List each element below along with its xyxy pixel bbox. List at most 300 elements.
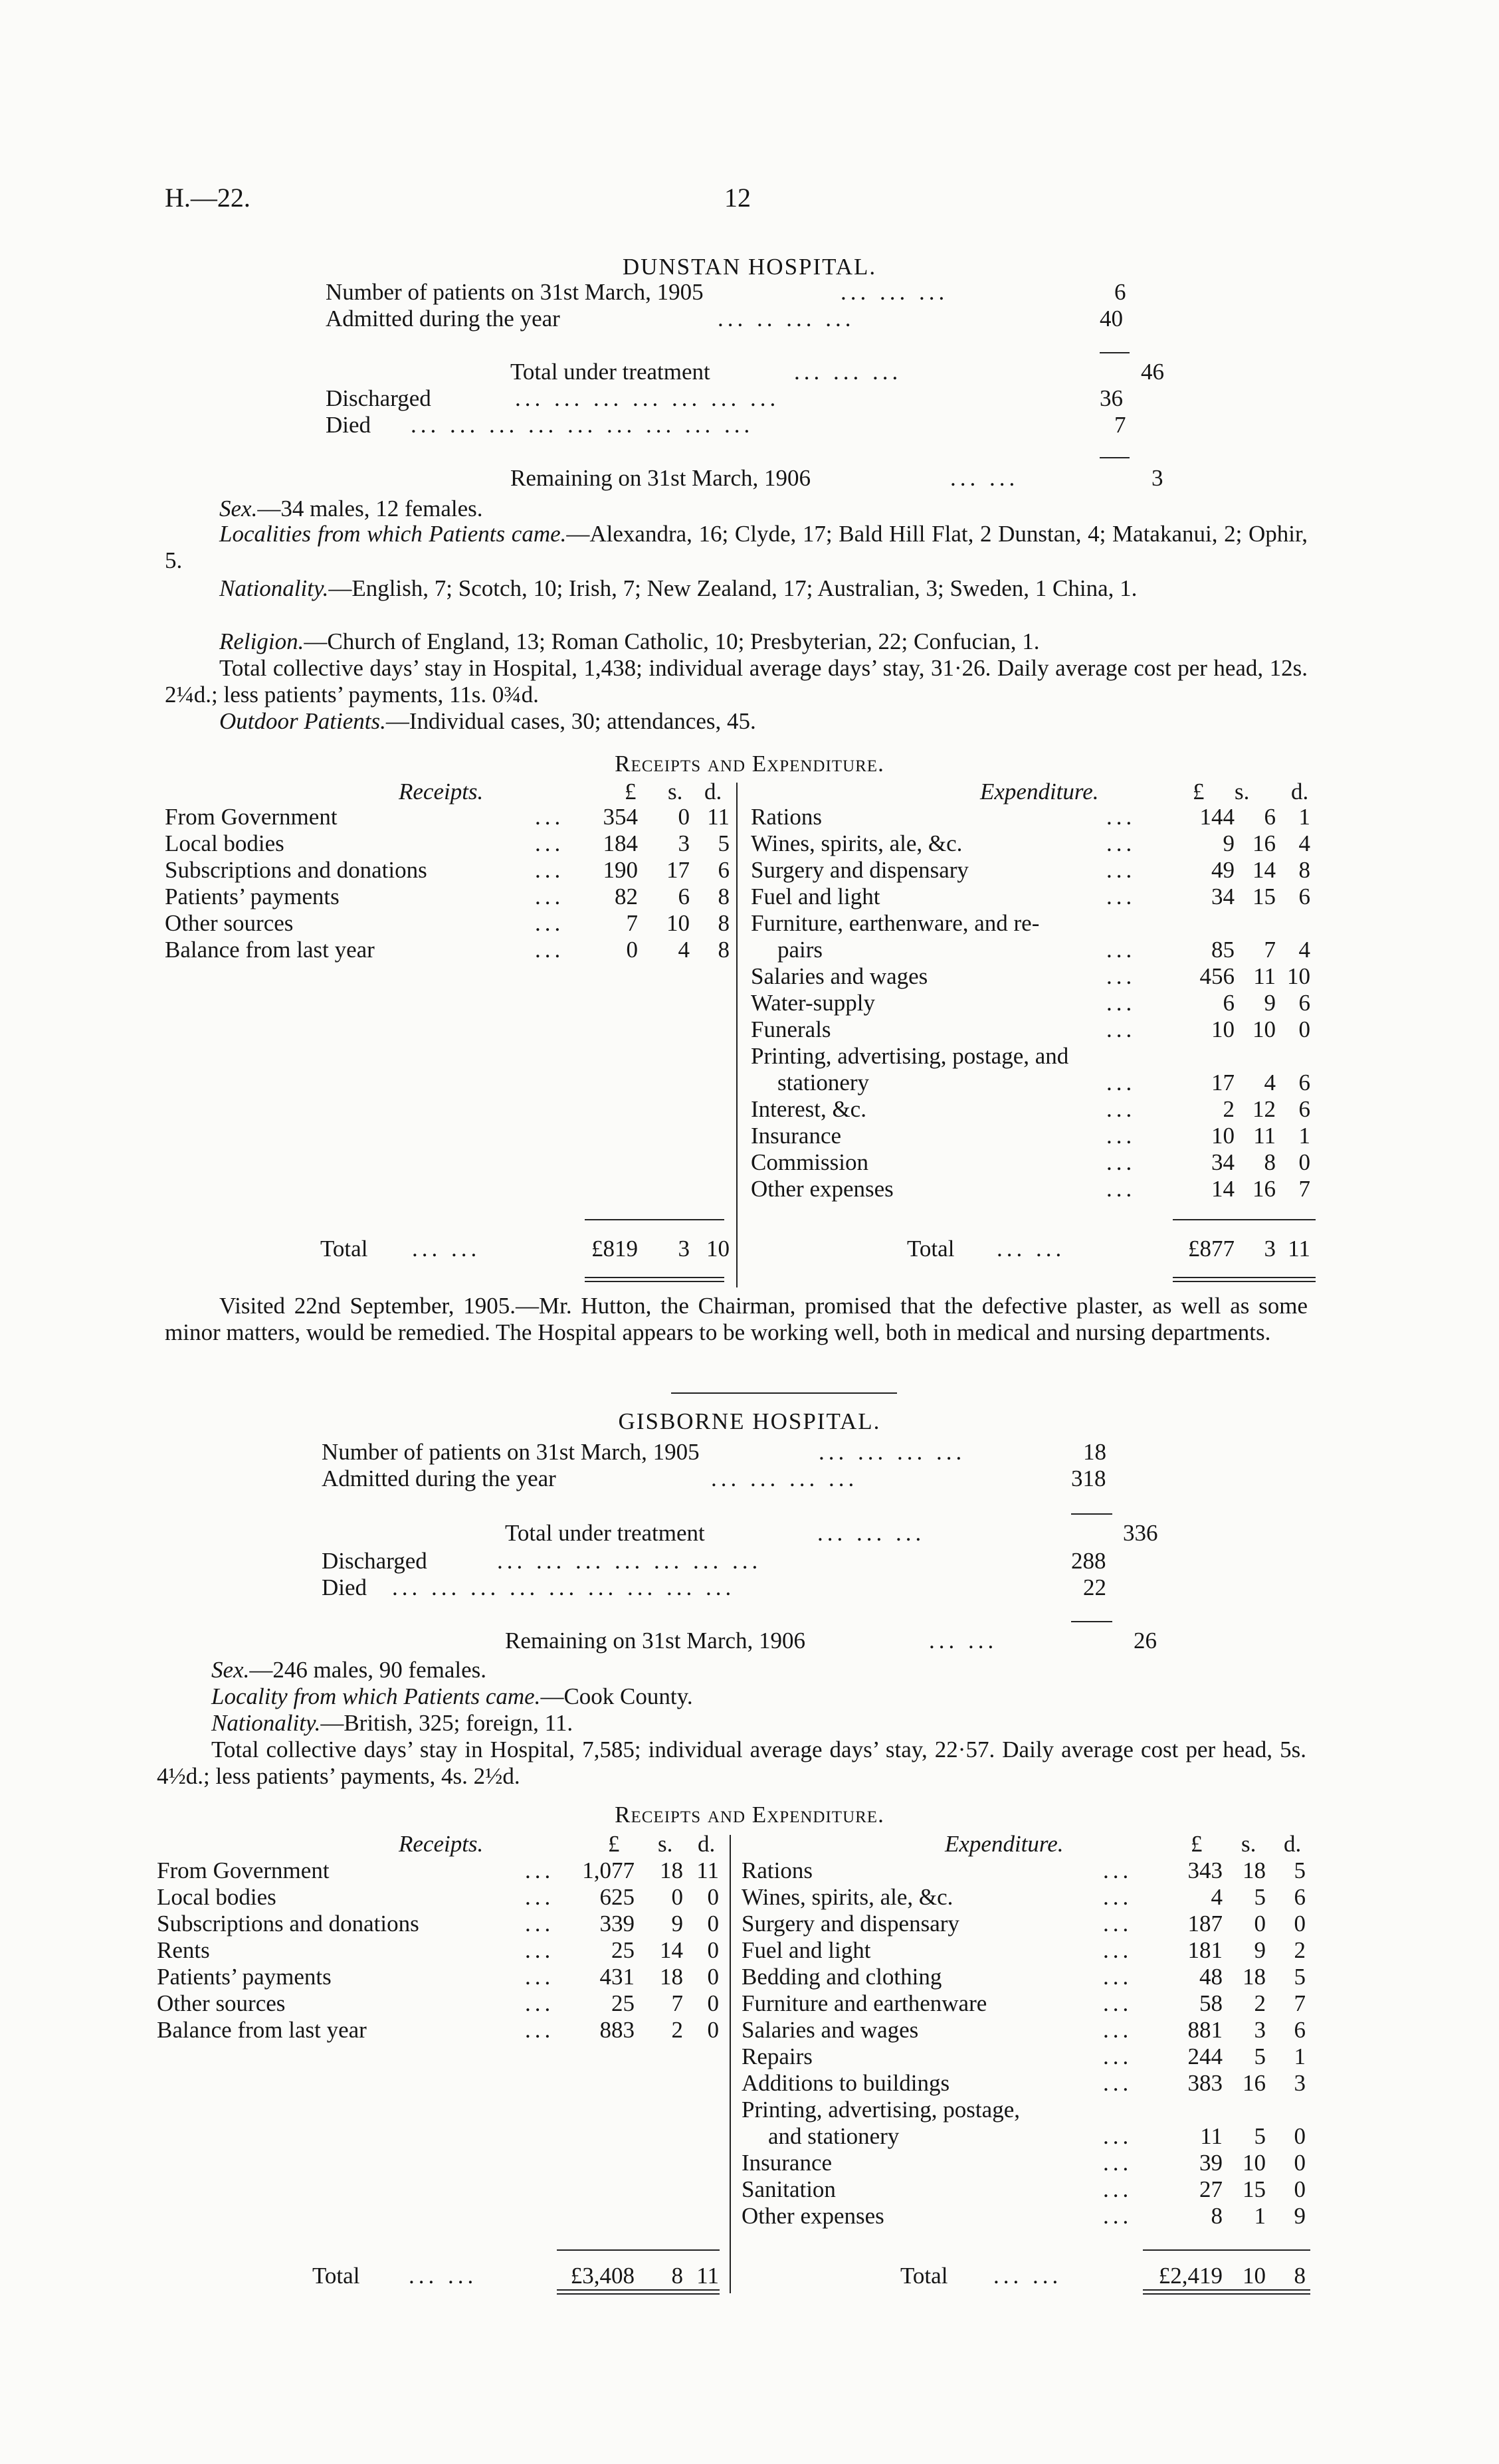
leader-dots: ... — [1106, 830, 1136, 856]
gisborne-locality: Locality from which Patients came.—Cook County. — [211, 1683, 693, 1709]
leader-dots: ... ... ... ... — [819, 1439, 966, 1465]
receipt-label: Balance from last year — [157, 2017, 367, 2043]
expenditure-shillings: 18 — [1243, 1857, 1266, 1883]
receipt-label: Subscriptions and donations — [165, 857, 427, 883]
expenditure-shillings: 16 — [1252, 1176, 1276, 1202]
gisborne-total-under-treatment: 336 — [1123, 1520, 1158, 1546]
expenditure-label: Funerals — [751, 1016, 831, 1042]
column-divider — [736, 783, 738, 1287]
currency-head-shillings: s. — [1235, 779, 1250, 805]
expenditure-label: Furniture, earthenware, and re- — [751, 910, 1040, 936]
expenditure-pence: 4 — [1298, 830, 1310, 856]
receipts-total-pounds: £819 — [591, 1236, 638, 1262]
expenditure-label: Other expenses — [751, 1176, 894, 1202]
expenditure-label: Repairs — [742, 2043, 813, 2069]
expenditure-shillings: 18 — [1243, 1964, 1266, 1990]
expenditure-pounds: 10 — [1211, 1123, 1235, 1149]
leader-dots: ... — [1103, 1964, 1133, 1990]
receipts-heading: Receipts. — [399, 779, 484, 805]
expenditure-pounds: 456 — [1199, 963, 1235, 989]
leader-dots: ... ... — [950, 465, 1019, 491]
expenditure-pence: 0 — [1294, 1911, 1306, 1937]
column-divider — [730, 1835, 731, 2293]
expenditure-shillings: 0 — [1254, 1911, 1266, 1937]
expenditure-shillings: 14 — [1252, 857, 1276, 883]
gisborne-stat-admitted: 318 — [1071, 1466, 1106, 1491]
section-separator — [671, 1392, 897, 1394]
expenditure-shillings: 9 — [1254, 1937, 1266, 1963]
receipt-shillings: 18 — [660, 1857, 683, 1883]
gisborne-died-label: Died — [322, 1574, 367, 1600]
total-double-rule — [1173, 1281, 1316, 1282]
receipt-pence: 0 — [707, 1964, 719, 1990]
gisborne-stat-label-admitted: Admitted during the year — [322, 1466, 556, 1491]
expenditure-label: Printing, advertising, postage, and — [751, 1043, 1069, 1069]
leader-dots: ... — [1103, 2123, 1133, 2149]
receipt-pounds: 339 — [599, 1911, 635, 1937]
expenditure-pence: 6 — [1298, 884, 1310, 909]
receipt-label: Local bodies — [157, 1884, 276, 1910]
expenditure-label: Rations — [742, 1857, 813, 1883]
expenditure-shillings: 8 — [1264, 1149, 1276, 1175]
dunstan-total-under-treatment: 46 — [1141, 359, 1164, 385]
leader-dots: ... ... ... ... — [711, 1466, 858, 1491]
expenditure-shillings: 2 — [1254, 1990, 1266, 2016]
expenditure-shillings: 1 — [1254, 2203, 1266, 2229]
receipt-shillings: 0 — [678, 804, 690, 830]
receipts-total-shillings: 3 — [678, 1236, 690, 1262]
leader-dots: ... — [1106, 1123, 1136, 1149]
sum-rule — [1071, 1621, 1112, 1622]
receipts-total-label: Total — [312, 2263, 360, 2289]
sum-rule — [1071, 1513, 1112, 1515]
expenditure-pounds: 6 — [1223, 990, 1235, 1016]
dunstan-title: DUNSTAN HOSPITAL. — [622, 254, 877, 280]
expenditure-label: Printing, advertising, postage, — [742, 2097, 1020, 2123]
expenditure-total-pounds: £2,419 — [1158, 2263, 1223, 2289]
expenditure-pence: 7 — [1294, 1990, 1306, 2016]
receipts-total-pence: 10 — [706, 1236, 730, 1262]
expenditure-pence: 1 — [1294, 2043, 1306, 2069]
expenditure-heading: Expenditure. — [945, 1831, 1064, 1857]
receipt-pounds: 184 — [603, 830, 638, 856]
expenditure-label: Bedding and clothing — [742, 1964, 942, 1990]
expenditure-shillings: 16 — [1252, 830, 1276, 856]
expenditure-label-continued: pairs — [777, 937, 823, 963]
gisborne-stat-31-march: 18 — [1083, 1439, 1106, 1465]
receipt-pounds: 883 — [599, 2017, 635, 2043]
dunstan-discharged: 36 — [1100, 385, 1123, 411]
currency-head-pounds: £ — [608, 1831, 620, 1857]
expenditure-pence: 9 — [1294, 2203, 1306, 2229]
expenditure-pounds: 2 — [1223, 1096, 1235, 1122]
expenditure-shillings: 5 — [1254, 1884, 1266, 1910]
leader-dots: ... — [525, 1964, 555, 1990]
total-rule — [585, 1219, 724, 1220]
expenditure-pence: 7 — [1298, 1176, 1310, 1202]
currency-head-shillings: s. — [658, 1831, 673, 1857]
expenditure-shillings: 15 — [1243, 2176, 1266, 2202]
expenditure-label: Wines, spirits, ale, &c. — [751, 830, 963, 856]
leader-dots: ... — [1106, 884, 1136, 909]
expenditure-shillings: 6 — [1264, 804, 1276, 830]
receipt-pounds: 625 — [599, 1884, 635, 1910]
expenditure-pence: 1 — [1298, 804, 1310, 830]
expenditure-label: Surgery and dispensary — [751, 857, 969, 883]
total-double-rule — [1143, 2289, 1310, 2291]
expenditure-label: Salaries and wages — [751, 963, 928, 989]
receipt-pounds: 431 — [599, 1964, 635, 1990]
leader-dots: ... — [525, 2017, 555, 2043]
receipt-shillings: 18 — [660, 1964, 683, 1990]
expenditure-shillings: 9 — [1264, 990, 1276, 1016]
currency-head-pounds: £ — [625, 779, 637, 805]
expenditure-label-continued: stationery — [777, 1070, 870, 1095]
expenditure-pounds: 49 — [1211, 857, 1235, 883]
expenditure-label: Fuel and light — [742, 1937, 871, 1963]
expenditure-pence: 6 — [1294, 2017, 1306, 2043]
expenditure-pence: 5 — [1294, 1857, 1306, 1883]
receipt-shillings: 9 — [671, 1911, 683, 1937]
receipt-label: Rents — [157, 1937, 210, 1963]
receipt-pounds: 25 — [611, 1990, 635, 2016]
expenditure-pence: 3 — [1294, 2070, 1306, 2096]
leader-dots: ... — [1106, 1096, 1136, 1122]
expenditure-pence: 0 — [1294, 2176, 1306, 2202]
expenditure-pounds: 39 — [1199, 2150, 1223, 2176]
expenditure-shillings: 11 — [1253, 1123, 1276, 1149]
dunstan-stat-label-admitted: Admitted during the year — [326, 306, 560, 332]
leader-dots: ... — [525, 1884, 555, 1910]
report-reference: H.—22. — [165, 183, 250, 213]
receipt-label: Balance from last year — [165, 937, 375, 963]
leader-dots: ... — [1103, 2070, 1133, 2096]
leader-dots: ... ... ... ... ... ... ... — [497, 1548, 762, 1574]
leader-dots: ... — [1103, 1990, 1133, 2016]
leader-dots: ... — [1103, 1857, 1133, 1883]
leader-dots: ... — [1103, 2150, 1133, 2176]
dunstan-died: 7 — [1114, 412, 1126, 438]
expenditure-pounds: 4 — [1211, 1884, 1223, 1910]
gisborne-title: GISBORNE HOSPITAL. — [618, 1408, 881, 1434]
dunstan-sex: Sex.—34 males, 12 females. — [219, 496, 483, 521]
expenditure-label: Fuel and light — [751, 884, 880, 909]
expenditure-shillings: 3 — [1254, 2017, 1266, 2043]
receipt-label: Subscriptions and donations — [157, 1911, 419, 1937]
receipt-shillings: 0 — [671, 1884, 683, 1910]
total-rule — [557, 2249, 720, 2251]
expenditure-pounds: 10 — [1211, 1016, 1235, 1042]
expenditure-label-continued: and stationery — [768, 2123, 900, 2149]
expenditure-shillings: 11 — [1253, 963, 1276, 989]
gisborne-stat-label-31-march: Number of patients on 31st March, 1905 — [322, 1439, 700, 1465]
expenditure-label: Interest, &c. — [751, 1096, 866, 1122]
leader-dots: ... — [525, 1911, 555, 1937]
page-number: 12 — [724, 183, 751, 213]
leader-dots: ... — [535, 937, 565, 963]
expenditure-heading: Expenditure. — [980, 779, 1099, 805]
expenditure-label: Wines, spirits, ale, &c. — [742, 1884, 953, 1910]
dunstan-remaining: 3 — [1151, 465, 1163, 491]
gisborne-sex: Sex.—246 males, 90 females. — [211, 1657, 487, 1683]
gisborne-died: 22 — [1083, 1574, 1106, 1600]
total-double-rule — [557, 2293, 720, 2295]
gisborne-remaining: 26 — [1134, 1628, 1157, 1654]
expenditure-pounds: 34 — [1211, 1149, 1235, 1175]
expenditure-label: Surgery and dispensary — [742, 1911, 959, 1937]
expenditure-label: Insurance — [742, 2150, 833, 2176]
receipt-pence: 8 — [718, 910, 730, 936]
expenditure-pounds: 9 — [1223, 830, 1235, 856]
leader-dots: ... ... ... — [841, 279, 949, 305]
receipt-pence: 0 — [707, 2017, 719, 2043]
total-rule — [1173, 1219, 1316, 1220]
leader-dots: ... ... — [993, 2263, 1062, 2289]
expenditure-label: Insurance — [751, 1123, 842, 1149]
receipt-pence: 8 — [718, 937, 730, 963]
receipt-shillings: 2 — [671, 2017, 683, 2043]
leader-dots: ... ... ... ... ... ... ... ... ... — [392, 1574, 736, 1600]
leader-dots: ... — [535, 830, 565, 856]
receipt-pence: 11 — [696, 1857, 719, 1883]
leader-dots: ... .. ... ... — [718, 306, 855, 332]
receipt-pence: 6 — [718, 857, 730, 883]
leader-dots: ... — [1103, 1884, 1133, 1910]
receipt-label: From Government — [157, 1857, 330, 1883]
leader-dots: ... ... — [409, 2263, 478, 2289]
expenditure-pence: 6 — [1294, 1884, 1306, 1910]
dunstan-accounts-heading: Receipts and Expenditure. — [615, 751, 884, 777]
receipt-pence: 8 — [718, 884, 730, 909]
receipt-pence: 0 — [707, 1911, 719, 1937]
leader-dots: ... — [535, 910, 565, 936]
receipt-pounds: 190 — [603, 857, 638, 883]
leader-dots: ... — [535, 857, 565, 883]
expenditure-label: Commission — [751, 1149, 868, 1175]
receipt-pounds: 82 — [615, 884, 638, 909]
expenditure-pence: 6 — [1298, 1096, 1310, 1122]
dunstan-stat-admitted: 40 — [1100, 306, 1123, 332]
expenditure-pounds: 187 — [1187, 1911, 1223, 1937]
gisborne-remaining-label: Remaining on 31st March, 1906 — [505, 1628, 806, 1654]
leader-dots: ... ... ... ... ... ... ... ... ... — [411, 412, 754, 438]
receipts-total-pence: 11 — [696, 2263, 719, 2289]
currency-head-pounds: £ — [1193, 779, 1205, 805]
expenditure-pence: 8 — [1298, 857, 1310, 883]
leader-dots: ... ... ... — [794, 359, 902, 385]
expenditure-shillings: 16 — [1243, 2070, 1266, 2096]
expenditure-pence: 0 — [1298, 1016, 1310, 1042]
dunstan-discharged-label: Discharged — [326, 385, 431, 411]
dunstan-localities: Localities from which Patients came.—Alexandra, 16; Clyde, 17; Bald Hill Flat, 2 Dunstan, 4; Matakanui, 2; Ophir, 5. — [165, 521, 1308, 573]
sum-rule — [1100, 457, 1130, 458]
dunstan-died-label: Died — [326, 412, 371, 438]
receipts-total-shillings: 8 — [671, 2263, 683, 2289]
expenditure-shillings: 10 — [1252, 1016, 1276, 1042]
expenditure-pounds: 343 — [1187, 1857, 1223, 1883]
currency-head-shillings: s. — [1241, 1831, 1256, 1857]
expenditure-pounds: 48 — [1199, 1964, 1223, 1990]
expenditure-pence: 0 — [1298, 1149, 1310, 1175]
leader-dots: ... — [525, 1990, 555, 2016]
expenditure-total-shillings: 3 — [1264, 1236, 1276, 1262]
receipt-pence: 0 — [707, 1884, 719, 1910]
leader-dots: ... — [1103, 2017, 1133, 2043]
dunstan-visit-note: Visited 22nd September, 1905.—Mr. Hutton, the Chairman, promised that the defective plaster, as well as some minor matters, would be remedied. The Hospital appears to be working well, both in medical and nursing departments. — [165, 1293, 1308, 1345]
receipt-pounds: 25 — [611, 1937, 635, 1963]
receipt-label: Local bodies — [165, 830, 284, 856]
expenditure-pence: 1 — [1298, 1123, 1310, 1149]
sum-rule — [1100, 352, 1130, 353]
leader-dots: ... — [1106, 1016, 1136, 1042]
leader-dots: ... — [1106, 937, 1136, 963]
leader-dots: ... — [1103, 2043, 1133, 2069]
leader-dots: ... ... ... — [817, 1520, 926, 1546]
expenditure-label: Water-supply — [751, 990, 875, 1016]
expenditure-pounds: 8 — [1211, 2203, 1223, 2229]
expenditure-shillings: 15 — [1252, 884, 1276, 909]
total-double-rule — [585, 1281, 724, 1282]
receipt-label: Other sources — [157, 1990, 286, 2016]
receipt-shillings: 17 — [666, 857, 690, 883]
expenditure-pounds: 244 — [1187, 2043, 1223, 2069]
leader-dots: ... — [525, 1857, 555, 1883]
receipt-label: Patients’ payments — [165, 884, 340, 909]
receipt-shillings: 10 — [666, 910, 690, 936]
dunstan-religion: Religion.—Church of England, 13; Roman Catholic, 10; Presbyterian, 22; Confucian, 1. — [219, 628, 1040, 654]
leader-dots: ... — [1106, 804, 1136, 830]
gisborne-total-under-treatment-label: Total under treatment — [505, 1520, 705, 1546]
gisborne-discharged-label: Discharged — [322, 1548, 427, 1574]
dunstan-outdoor: Outdoor Patients.—Individual cases, 30; attendances, 45. — [219, 708, 756, 734]
gisborne-stay: Total collective days’ stay in Hospital, 7,585; individual average days’ stay, 22·57. Daily average cost per head, 5s. 4½d.; less patients’ payments, 4s. 2½d. — [157, 1737, 1306, 1789]
expenditure-pounds: 181 — [1187, 1937, 1223, 1963]
expenditure-pounds: 58 — [1199, 1990, 1223, 2016]
dunstan-nationality: Nationality.—English, 7; Scotch, 10; Irish, 7; New Zealand, 17; Australian, 3; Sweden, 1 China, 1. — [219, 575, 1138, 601]
receipts-total-pounds: £3,408 — [570, 2263, 635, 2289]
leader-dots: ... ... — [412, 1236, 481, 1262]
expenditure-shillings: 5 — [1254, 2123, 1266, 2149]
expenditure-pence: 0 — [1294, 2123, 1306, 2149]
expenditure-shillings: 7 — [1264, 937, 1276, 963]
gisborne-nationality: Nationality.—British, 325; foreign, 11. — [211, 1710, 573, 1736]
leader-dots: ... ... ... ... ... ... ... — [515, 385, 780, 411]
receipts-heading: Receipts. — [399, 1831, 484, 1857]
currency-head-pence: d. — [1284, 1831, 1302, 1857]
currency-head-shillings: s. — [668, 779, 683, 805]
receipt-shillings: 7 — [671, 1990, 683, 2016]
leader-dots: ... — [1103, 1911, 1133, 1937]
expenditure-shillings: 12 — [1252, 1096, 1276, 1122]
receipt-pence: 11 — [707, 804, 730, 830]
gisborne-discharged: 288 — [1071, 1548, 1106, 1574]
leader-dots: ... — [1103, 2203, 1133, 2229]
total-double-rule — [1173, 1277, 1316, 1278]
expenditure-pounds: 11 — [1200, 2123, 1223, 2149]
expenditure-pence: 4 — [1298, 937, 1310, 963]
receipt-pence: 5 — [718, 830, 730, 856]
gisborne-accounts-heading: Receipts and Expenditure. — [615, 1802, 884, 1828]
receipt-shillings: 3 — [678, 830, 690, 856]
expenditure-total-pence: 11 — [1288, 1236, 1310, 1262]
receipt-pounds: 0 — [626, 937, 638, 963]
receipt-pence: 0 — [707, 1990, 719, 2016]
receipt-pounds: 7 — [626, 910, 638, 936]
receipt-pence: 0 — [707, 1937, 719, 1963]
expenditure-pounds: 85 — [1211, 937, 1235, 963]
leader-dots: ... — [535, 804, 565, 830]
dunstan-stay: Total collective days’ stay in Hospital, 1,438; individual average days’ stay, 31·26. Daily average cost per head, 12s. 2¼d.; less patients’ payments, 11s. 0¾d. — [165, 655, 1308, 708]
leader-dots: ... — [1106, 1176, 1136, 1202]
receipt-shillings: 14 — [660, 1937, 683, 1963]
expenditure-total-label: Total — [907, 1236, 955, 1262]
dunstan-total-under-treatment-label: Total under treatment — [510, 359, 710, 385]
expenditure-shillings: 10 — [1243, 2150, 1266, 2176]
expenditure-total-pounds: £877 — [1188, 1236, 1235, 1262]
leader-dots: ... — [525, 1937, 555, 1963]
expenditure-pence: 10 — [1287, 963, 1310, 989]
receipt-shillings: 6 — [678, 884, 690, 909]
expenditure-pence: 0 — [1294, 2150, 1306, 2176]
expenditure-label: Sanitation — [742, 2176, 836, 2202]
leader-dots: ... — [1106, 857, 1136, 883]
receipt-label: From Government — [165, 804, 338, 830]
expenditure-pounds: 34 — [1211, 884, 1235, 909]
expenditure-pounds: 14 — [1211, 1176, 1235, 1202]
receipt-label: Other sources — [165, 910, 294, 936]
leader-dots: ... — [1103, 1937, 1133, 1963]
dunstan-remaining-label: Remaining on 31st March, 1906 — [510, 465, 811, 491]
total-rule — [1143, 2249, 1310, 2251]
expenditure-pounds: 144 — [1199, 804, 1235, 830]
currency-head-pence: d. — [1291, 779, 1309, 805]
expenditure-label: Other expenses — [742, 2203, 884, 2229]
expenditure-pounds: 881 — [1187, 2017, 1223, 2043]
expenditure-total-label: Total — [900, 2263, 948, 2289]
currency-head-pence: d. — [704, 779, 722, 805]
expenditure-total-shillings: 10 — [1243, 2263, 1266, 2289]
leader-dots: ... — [1103, 2176, 1133, 2202]
receipt-label: Patients’ payments — [157, 1964, 332, 1990]
leader-dots: ... — [1106, 963, 1136, 989]
total-double-rule — [585, 1277, 724, 1278]
expenditure-pounds: 383 — [1187, 2070, 1223, 2096]
leader-dots: ... — [1106, 1070, 1136, 1095]
expenditure-pounds: 27 — [1199, 2176, 1223, 2202]
expenditure-label: Furniture and earthenware — [742, 1990, 987, 2016]
leader-dots: ... — [1106, 990, 1136, 1016]
expenditure-shillings: 4 — [1264, 1070, 1276, 1095]
dunstan-stat-label-31-march: Number of patients on 31st March, 1905 — [326, 279, 704, 305]
expenditure-shillings: 5 — [1254, 2043, 1266, 2069]
expenditure-label: Rations — [751, 804, 822, 830]
expenditure-label: Additions to buildings — [742, 2070, 950, 2096]
receipt-pounds: 354 — [603, 804, 638, 830]
leader-dots: ... ... — [929, 1628, 998, 1654]
dunstan-stat-31-march: 6 — [1114, 279, 1126, 305]
expenditure-pence: 2 — [1294, 1937, 1306, 1963]
expenditure-pounds: 17 — [1211, 1070, 1235, 1095]
expenditure-total-pence: 8 — [1294, 2263, 1306, 2289]
leader-dots: ... — [535, 884, 565, 909]
receipts-total-label: Total — [320, 1236, 368, 1262]
receipt-pounds: 1,077 — [582, 1857, 635, 1883]
currency-head-pounds: £ — [1191, 1831, 1203, 1857]
receipt-shillings: 4 — [678, 937, 690, 963]
total-double-rule — [1143, 2293, 1310, 2295]
expenditure-pence: 5 — [1294, 1964, 1306, 1990]
currency-head-pence: d. — [698, 1831, 716, 1857]
